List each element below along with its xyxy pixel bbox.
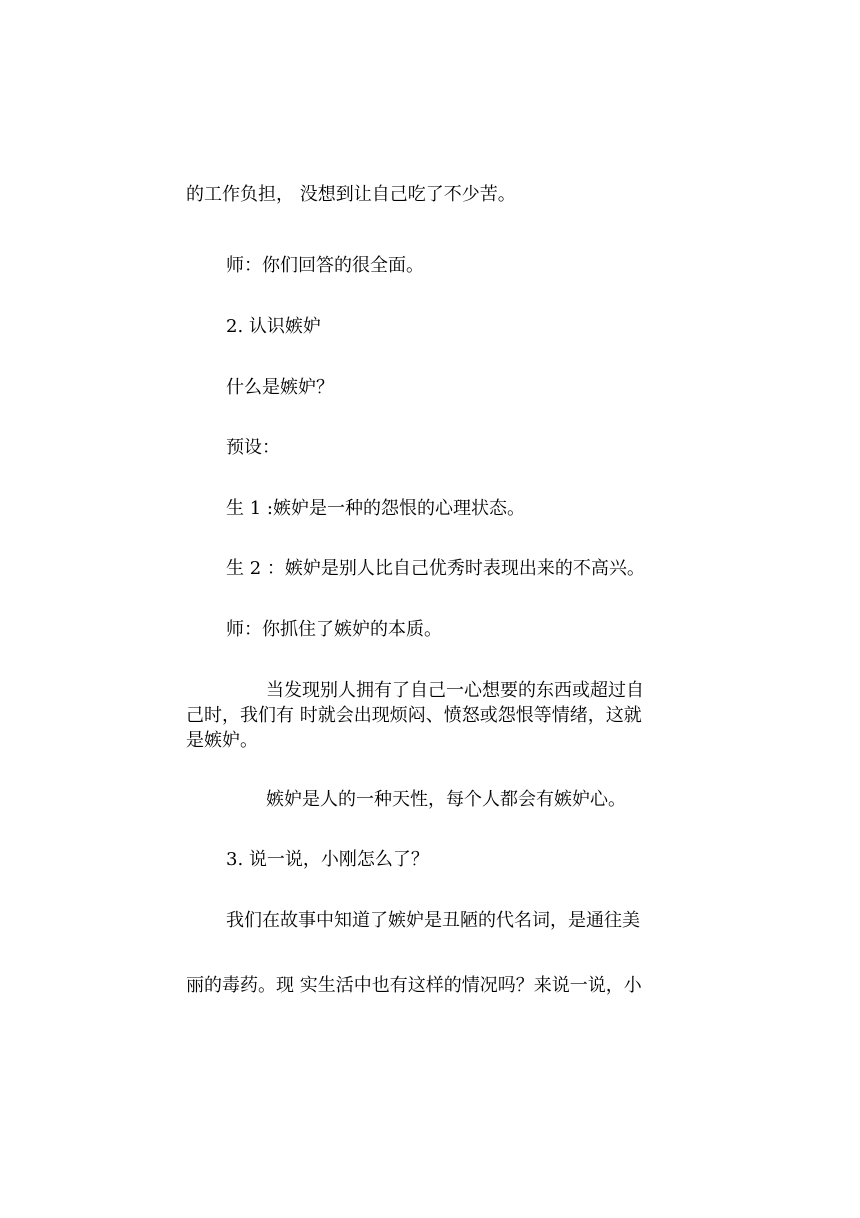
text-line-8: 师：你抓住了嫉妒的本质。 [226, 619, 442, 640]
text-line-14: 我们在故事中知道了嫉妒是丑陋的代名词，是通往美 [226, 910, 640, 931]
text-line-2: 师：你们回答的很全面。 [226, 255, 424, 276]
paragraph-line-3: 是嫉妒。 [186, 730, 258, 751]
paragraph-line-2: 己时，我们有 时就会出现烦闷、愤怒或怨恨等情绪，这就 [186, 705, 642, 726]
section-heading-2: 2. 认识嫉妒 [226, 316, 321, 337]
text-line-7: 生 2 ：嫉妒是别人比自己优秀时表现出来的不高兴。 [226, 558, 645, 579]
section-heading-3: 3. 说一说，小刚怎么了？ [226, 849, 429, 870]
text-line-15: 丽的毒药。现 实生活中也有这样的情况吗？来说一说，小 [186, 975, 642, 996]
text-line-4: 什么是嫉妒？ [226, 377, 334, 398]
paragraph-line-1: 当发现别人拥有了自己一心想要的东西或超过自 [266, 680, 644, 701]
text-line-1: 的工作负担， 没想到让自己吃了不少苦。 [186, 184, 516, 205]
text-line-12: 嫉妒是人的一种天性，每个人都会有嫉妒心。 [266, 789, 626, 810]
text-line-5: 预设： [226, 437, 280, 458]
text-line-6: 生 1 :嫉妒是一种的怨恨的心理状态。 [226, 498, 525, 519]
